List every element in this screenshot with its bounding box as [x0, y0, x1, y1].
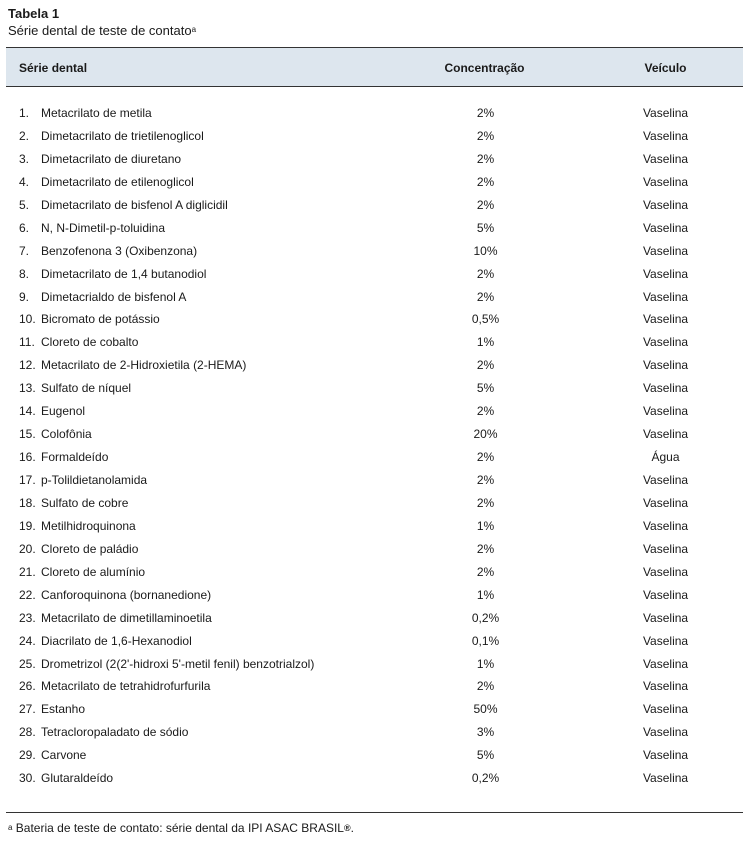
row-name: Metilhidroquinona — [41, 518, 136, 533]
table-row — [6, 217, 743, 240]
table-row — [6, 423, 743, 446]
row-number: 8. — [19, 266, 30, 281]
row-name: Metacrilato de dimetillaminoetila — [41, 610, 212, 625]
row-vehicle: Vaselina — [642, 404, 689, 419]
row-vehicle: Vaselina — [642, 771, 689, 786]
row-name: Formaldeído — [41, 450, 109, 465]
table-row — [6, 148, 743, 171]
row-name: p-Tolildietanolamida — [41, 473, 148, 487]
row-vehicle: Vaselina — [642, 702, 689, 717]
row-number: 2. — [19, 128, 30, 143]
row-concentration: 1% — [476, 335, 495, 350]
row-number: 14. — [19, 404, 36, 419]
row-vehicle: Água — [651, 450, 680, 465]
row-name: Cloreto de alumínio — [41, 564, 146, 579]
row-name: Dimetacrialdo de bisfenol A — [41, 289, 187, 304]
header-veiculo: Veículo — [644, 61, 687, 75]
row-concentration: 1% — [476, 587, 495, 602]
row-vehicle: Vaselina — [642, 312, 689, 327]
row-name: N, N-Dimetil-p-toluidina — [41, 220, 166, 235]
row-vehicle: Vaselina — [642, 335, 689, 350]
table-row — [6, 767, 743, 790]
row-vehicle: Vaselina — [642, 243, 689, 258]
row-concentration: 2% — [476, 197, 495, 212]
row-name: Dimetacrilato de 1,4 butanodiol — [41, 266, 207, 281]
row-vehicle: Vaselina — [642, 473, 689, 487]
row-number: 27. — [19, 702, 36, 717]
row-number: 30. — [19, 771, 36, 786]
row-number: 13. — [19, 381, 36, 396]
table-row — [6, 630, 743, 653]
table-row — [6, 584, 743, 607]
row-concentration: 2% — [476, 541, 495, 556]
row-concentration: 2% — [476, 266, 495, 281]
row-name: Drometrizol (2(2'-hidroxi 5'-metil fenil) benzotrialzol) — [41, 656, 315, 671]
row-vehicle: Vaselina — [642, 518, 689, 533]
row-name: Metacrilato de metila — [41, 106, 152, 120]
table-row — [6, 561, 743, 584]
table-row — [6, 331, 743, 354]
row-number: 10. — [19, 312, 36, 327]
row-name: Metacrilato de tetrahidrofurfurila — [41, 679, 211, 694]
row-number: 29. — [19, 748, 36, 763]
table-row — [6, 492, 743, 515]
row-vehicle: Vaselina — [642, 656, 689, 671]
table-footnote — [8, 820, 354, 836]
row-number: 17. — [19, 473, 36, 487]
row-name: Sulfato de cobre — [41, 495, 129, 510]
table-row — [6, 607, 743, 630]
row-concentration: 2% — [476, 679, 495, 694]
table-row — [6, 446, 743, 469]
row-number: 6. — [19, 220, 30, 235]
row-concentration: 5% — [476, 381, 495, 396]
table-row — [6, 125, 743, 148]
row-number: 26. — [19, 679, 36, 694]
row-vehicle: Vaselina — [642, 128, 689, 143]
row-number: 20. — [19, 541, 36, 556]
row-number: 21. — [19, 564, 36, 579]
row-name: Eugenol — [41, 404, 86, 419]
row-vehicle: Vaselina — [642, 266, 689, 281]
row-vehicle: Vaselina — [642, 381, 689, 396]
row-concentration: 0,5% — [471, 312, 500, 327]
row-concentration: 2% — [476, 564, 495, 579]
registered-mark: ® — [343, 823, 351, 833]
row-concentration: 2% — [476, 404, 495, 419]
row-number: 16. — [19, 450, 36, 465]
table-row — [6, 171, 743, 194]
row-number: 23. — [19, 610, 36, 625]
row-vehicle: Vaselina — [642, 541, 689, 556]
row-name: Diacrilato de 1,6-Hexanodiol — [41, 633, 192, 648]
row-number: 3. — [19, 151, 30, 166]
row-name: Estanho — [41, 702, 86, 717]
row-concentration: 2% — [476, 128, 495, 143]
table-subtitle-text: Série dental de teste de contato — [8, 23, 192, 38]
row-concentration: 2% — [476, 151, 495, 166]
row-concentration: 2% — [476, 450, 495, 465]
table-row — [6, 653, 743, 676]
row-concentration: 0,2% — [471, 771, 500, 786]
row-concentration: 2% — [476, 495, 495, 510]
row-name: Canforoquinona (bornanedione) — [41, 587, 212, 602]
table-subtitle — [8, 22, 196, 39]
row-vehicle: Vaselina — [642, 220, 689, 235]
table-row — [6, 698, 743, 721]
row-name: Dimetacrilato de etilenoglicol — [41, 174, 194, 189]
row-name: Dimetacrilato de bisfenol A diglicidil — [41, 197, 228, 212]
row-vehicle: Vaselina — [642, 748, 689, 763]
row-name: Metacrilato de 2-Hidroxietila (2-HEMA) — [41, 358, 247, 373]
row-concentration: 2% — [476, 106, 495, 120]
row-concentration: 5% — [476, 220, 495, 235]
row-concentration: 5% — [476, 748, 495, 763]
footnote-text: Bateria de teste de contato: série dental da IPI ASAC BRASIL — [12, 821, 344, 835]
row-number: 1. — [19, 106, 30, 120]
row-vehicle: Vaselina — [642, 725, 689, 740]
table-subtitle-footnote-marker: a — [191, 25, 197, 34]
row-concentration: 20% — [473, 427, 498, 442]
table-row — [6, 744, 743, 767]
row-vehicle: Vaselina — [642, 564, 689, 579]
row-concentration: 2% — [476, 473, 495, 487]
row-number: 11. — [19, 335, 35, 350]
row-concentration: 2% — [476, 174, 495, 189]
table-row — [6, 263, 743, 286]
table-row — [6, 675, 743, 698]
row-name: Colofônia — [41, 427, 92, 442]
row-vehicle: Vaselina — [642, 587, 689, 602]
row-number: 19. — [19, 518, 36, 533]
row-name: Tetracloropaladato de sódio — [41, 725, 189, 740]
footnote-end: . — [350, 821, 354, 835]
row-number: 12. — [19, 358, 36, 373]
row-name: Cloreto de cobalto — [41, 335, 139, 350]
row-name: Sulfato de níquel — [41, 381, 132, 396]
table-header — [6, 48, 743, 87]
row-concentration: 0,2% — [471, 610, 500, 625]
row-vehicle: Vaselina — [642, 174, 689, 189]
row-name: Dimetacrilato de trietilenoglicol — [41, 128, 204, 143]
row-vehicle: Vaselina — [642, 633, 689, 648]
table-title: Tabela 1 — [8, 6, 60, 21]
header-concentracao: Concentração — [444, 61, 525, 75]
row-number: 4. — [19, 174, 30, 189]
row-concentration: 1% — [476, 656, 495, 671]
table-row — [6, 286, 743, 309]
table-row — [6, 538, 743, 561]
row-number: 9. — [19, 289, 30, 304]
table-row — [6, 102, 743, 125]
table-row — [6, 400, 743, 423]
row-concentration: 2% — [476, 358, 495, 373]
row-vehicle: Vaselina — [642, 289, 689, 304]
row-number: 24. — [19, 633, 36, 648]
row-vehicle: Vaselina — [642, 358, 689, 373]
row-number: 28. — [19, 725, 36, 740]
row-vehicle: Vaselina — [642, 197, 689, 212]
row-concentration: 1% — [476, 518, 495, 533]
row-number: 22. — [19, 587, 36, 602]
row-concentration: 3% — [476, 725, 495, 740]
row-vehicle: Vaselina — [642, 495, 689, 510]
row-vehicle: Vaselina — [642, 610, 689, 625]
row-number: 5. — [19, 197, 30, 212]
row-name: Carvone — [41, 748, 87, 763]
row-name: Glutaraldeído — [41, 771, 114, 786]
row-vehicle: Vaselina — [642, 106, 689, 120]
table-row — [6, 469, 743, 492]
row-name: Bicromato de potássio — [41, 312, 160, 327]
row-vehicle: Vaselina — [642, 679, 689, 694]
table-row — [6, 354, 743, 377]
row-number: 7. — [19, 243, 30, 258]
table-row — [6, 515, 743, 538]
table-row — [6, 721, 743, 744]
row-vehicle: Vaselina — [642, 427, 689, 442]
row-concentration: 2% — [476, 289, 495, 304]
row-name: Dimetacrilato de diuretano — [41, 151, 182, 166]
row-concentration: 50% — [473, 702, 498, 717]
table-row — [6, 240, 743, 263]
row-name: Benzofenona 3 (Oxibenzona) — [41, 243, 198, 258]
row-number: 18. — [19, 495, 36, 510]
row-number: 15. — [19, 427, 36, 442]
bottom-rule — [6, 812, 743, 813]
row-name: Cloreto de paládio — [41, 541, 139, 556]
table-row — [6, 308, 743, 331]
header-serie-dental: Série dental — [19, 61, 88, 75]
row-concentration: 0,1% — [471, 633, 500, 648]
table-row — [6, 377, 743, 400]
row-vehicle: Vaselina — [642, 151, 689, 166]
row-concentration: 10% — [473, 243, 498, 258]
row-number: 25. — [19, 656, 36, 671]
table-body — [6, 102, 743, 790]
table-caption — [8, 5, 196, 39]
table-row — [6, 194, 743, 217]
footnote-marker: a — [8, 823, 13, 832]
